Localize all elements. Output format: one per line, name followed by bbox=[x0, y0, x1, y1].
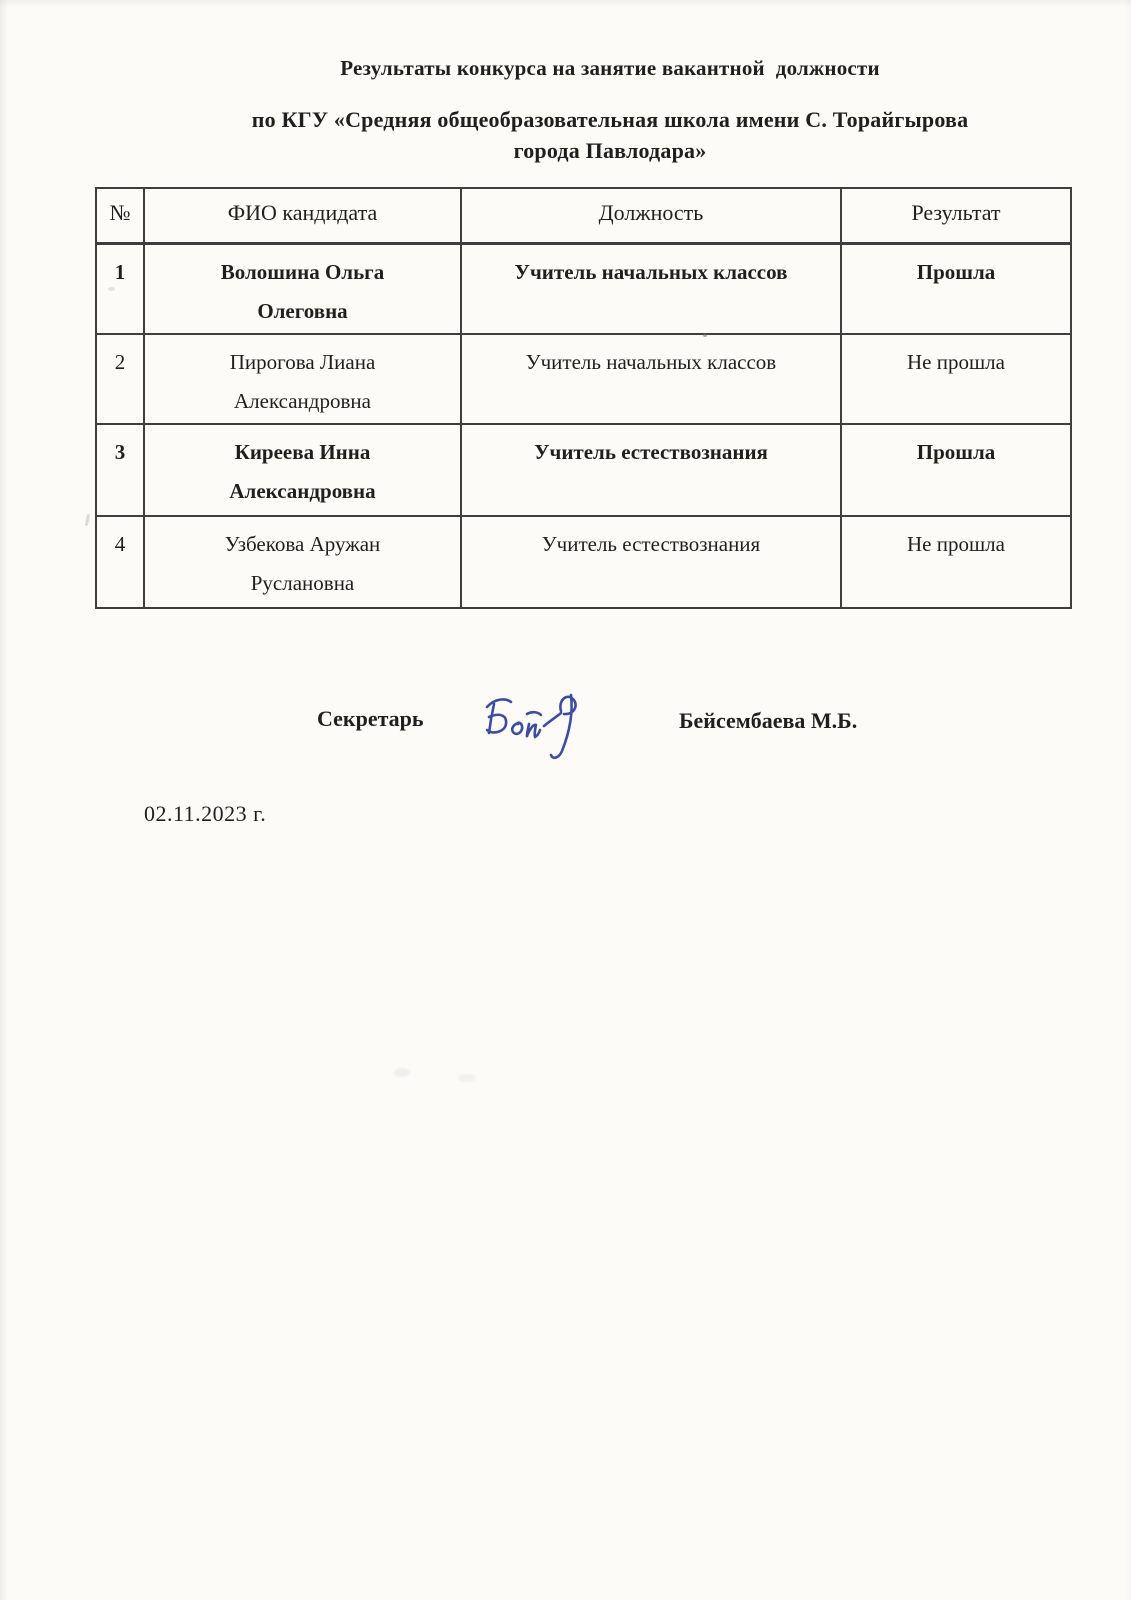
row-number: 4 bbox=[96, 516, 144, 608]
candidate-name bbox=[144, 424, 461, 516]
candidate-name bbox=[144, 334, 461, 424]
signer-name: Бейсембаева М.Б. bbox=[679, 708, 858, 733]
candidate-name-line-1: Узбекова Аружан bbox=[224, 532, 381, 556]
table-row-1 bbox=[96, 243, 1071, 334]
date-line: 02.11.2023 г. bbox=[144, 801, 267, 826]
candidate-name-line-1: Волошина Ольга bbox=[220, 259, 385, 284]
table-row-4 bbox=[96, 516, 1071, 608]
candidate-name bbox=[144, 516, 461, 608]
position-cell: Учитель естествознания bbox=[461, 516, 841, 608]
result-cell: Прошла bbox=[841, 424, 1071, 516]
table-header-row bbox=[96, 188, 1071, 243]
candidate-name-line-2: Александровна bbox=[229, 479, 376, 503]
scan-speck bbox=[85, 514, 90, 526]
result-cell: Прошла bbox=[841, 243, 1071, 334]
col-header-result: Результат bbox=[841, 188, 1071, 243]
position-cell: Учитель начальных классов bbox=[461, 334, 841, 424]
candidate-name-line-2: Олеговна bbox=[257, 298, 348, 323]
position-cell: Учитель естествознания bbox=[461, 424, 841, 516]
result-cell: Не прошла bbox=[841, 334, 1071, 424]
scan-smudge bbox=[394, 1068, 410, 1077]
candidate-name-line-1: Пирогова Лиана bbox=[229, 350, 376, 374]
table-row-2 bbox=[96, 334, 1071, 424]
row-number: 1 bbox=[96, 243, 144, 334]
table-row-3 bbox=[96, 424, 1071, 516]
results-table bbox=[95, 187, 1072, 609]
candidate-name-line-1: Киреева Инна bbox=[234, 440, 371, 464]
candidate-name-line-2: Руслановна bbox=[250, 571, 355, 595]
col-header-position: Должность bbox=[461, 188, 841, 243]
document-subtitle bbox=[95, 104, 1125, 166]
scan-smudge bbox=[458, 1074, 476, 1082]
position-cell: Учитель начальных классов bbox=[461, 243, 841, 334]
subtitle-line-2: города Павлодара» bbox=[513, 138, 707, 163]
secretary-label: Секретарь bbox=[317, 706, 424, 731]
row-number: 2 bbox=[96, 334, 144, 424]
result-cell: Не прошла bbox=[841, 516, 1071, 608]
document-title: Результаты конкурса на занятие вакантной должности bbox=[340, 56, 880, 80]
candidate-name bbox=[144, 243, 461, 334]
subtitle-line-1: по КГУ «Средняя общеобразовательная школа имени С. Торайгырова bbox=[251, 107, 969, 132]
handwritten-signature-icon bbox=[472, 672, 607, 777]
col-header-number: № bbox=[96, 188, 144, 243]
candidate-name-line-2: Александровна bbox=[234, 389, 371, 413]
col-header-candidate: ФИО кандидата bbox=[144, 188, 461, 243]
row-number: 3 bbox=[96, 424, 144, 516]
